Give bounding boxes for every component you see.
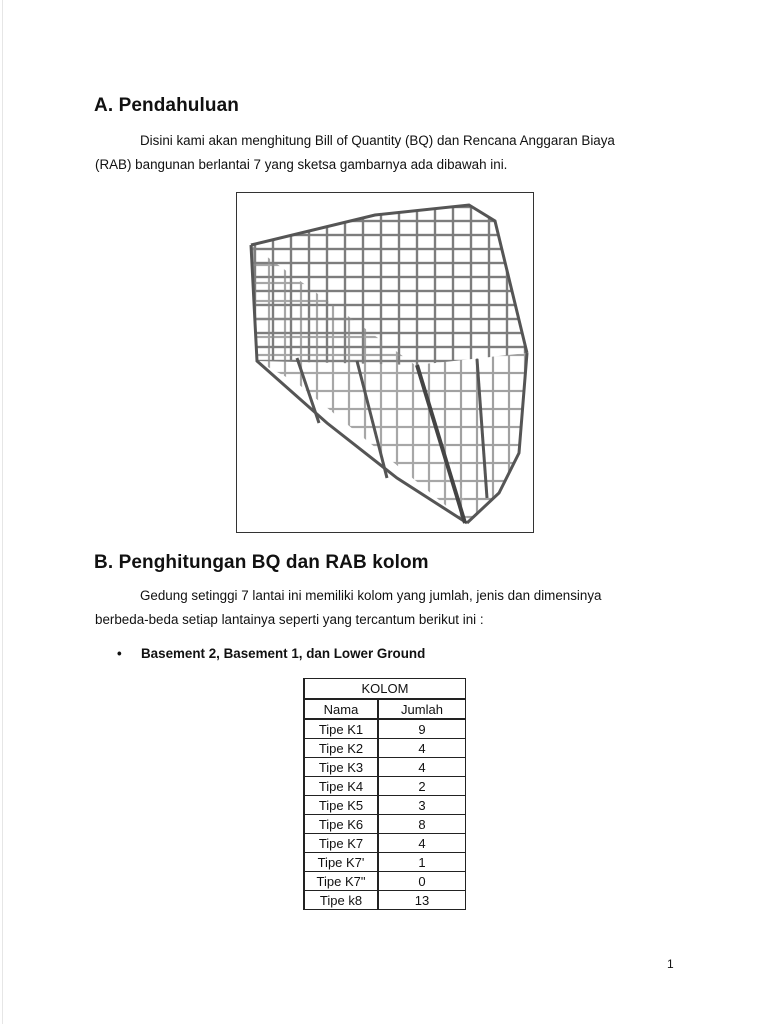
cell-jumlah: 2: [378, 777, 466, 796]
bullet-dot: •: [117, 646, 122, 661]
cell-jumlah: 0: [378, 872, 466, 891]
kolom-table: [303, 678, 466, 910]
cell-nama: Tipe K4: [304, 777, 378, 796]
column-header-nama: Nama: [304, 699, 378, 719]
cell-jumlah: 8: [378, 815, 466, 834]
table-row: [304, 834, 466, 853]
cell-jumlah: 1: [378, 853, 466, 872]
page-number: 1: [667, 957, 674, 971]
cell-nama: Tipe K5: [304, 796, 378, 815]
bullet-item: [117, 646, 425, 661]
cell-nama: Tipe K7': [304, 853, 378, 872]
section-a-heading: A. Pendahuluan: [94, 95, 239, 116]
cell-nama: Tipe K2: [304, 739, 378, 758]
section-b-line-1: Gedung setinggi 7 lantai ini memiliki kolom yang jumlah, jenis dan dimensinya: [140, 588, 602, 603]
section-a-line-1: Disini kami akan menghitung Bill of Quantity (BQ) dan Rencana Anggaran Biaya: [140, 133, 615, 148]
cell-nama: Tipe k8: [304, 891, 378, 910]
cell-jumlah: 4: [378, 758, 466, 777]
cell-nama: Tipe K7": [304, 872, 378, 891]
cell-jumlah: 13: [378, 891, 466, 910]
bullet-text: Basement 2, Basement 1, dan Lower Ground: [141, 646, 426, 661]
building-frame-sketch: [237, 193, 533, 532]
cell-jumlah: 4: [378, 739, 466, 758]
section-a-line-2: (RAB) bangunan berlantai 7 yang sketsa gambarnya ada dibawah ini.: [95, 157, 508, 172]
table-row: [304, 719, 466, 739]
column-header-jumlah: Jumlah: [378, 699, 466, 719]
table-row: [304, 853, 466, 872]
table-row: [304, 872, 466, 891]
cell-nama: Tipe K6: [304, 815, 378, 834]
cell-nama: Tipe K1: [304, 719, 378, 739]
table-row: [304, 777, 466, 796]
table-row: [304, 815, 466, 834]
section-a-paragraph: [95, 129, 655, 177]
cell-jumlah: 9: [378, 719, 466, 739]
table-row: [304, 796, 466, 815]
section-b-paragraph: [95, 584, 655, 632]
building-structure-figure: [236, 192, 534, 533]
cell-nama: Tipe K7: [304, 834, 378, 853]
section-b-line-2: berbeda-beda setiap lantainya seperti yang tercantum berikut ini :: [95, 612, 484, 627]
cell-jumlah: 4: [378, 834, 466, 853]
table-row: [304, 739, 466, 758]
cell-jumlah: 3: [378, 796, 466, 815]
table-row: [304, 891, 466, 910]
table-title: KOLOM: [304, 679, 466, 700]
table-row: [304, 758, 466, 777]
section-b-heading: B. Penghitungan BQ dan RAB kolom: [94, 552, 429, 573]
cell-nama: Tipe K3: [304, 758, 378, 777]
page-edge: [2, 0, 3, 1024]
